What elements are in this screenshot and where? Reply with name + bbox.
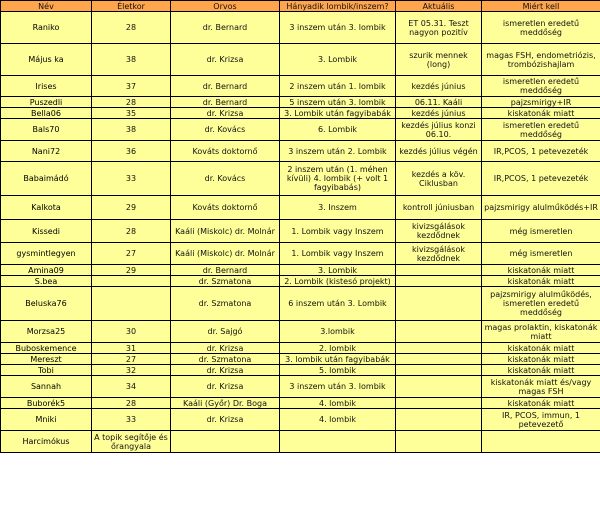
cell-orvos: dr. Bernard — [171, 97, 280, 108]
cell-nev: Tobi — [1, 365, 92, 376]
cell-eletkor — [92, 276, 171, 287]
table-row — [1, 321, 600, 343]
cell-orvos: dr. Krizsa — [171, 343, 280, 354]
cell-orvos: Kováts doktornő — [171, 196, 280, 220]
cell-aktualis: kezdés július végén — [396, 141, 482, 162]
cell-aktualis: kezdés június — [396, 108, 482, 119]
cell-orvos — [171, 431, 280, 453]
header-aktualis: Aktuális — [396, 1, 482, 12]
table-row — [1, 276, 600, 287]
cell-orvos: dr. Szmatona — [171, 354, 280, 365]
cell-lombik: 4. lombik — [280, 398, 396, 409]
cell-aktualis — [396, 343, 482, 354]
cell-aktualis — [396, 276, 482, 287]
cell-lombik: 3. Lombik — [280, 265, 396, 276]
cell-orvos: dr. Krizsa — [171, 44, 280, 76]
cell-miert: még ismeretlen — [482, 243, 600, 265]
table-row — [1, 76, 600, 97]
cell-lombik: 5. lombik — [280, 365, 396, 376]
cell-nev: Raniko — [1, 12, 92, 44]
cell-nev: Sannah — [1, 376, 92, 398]
cell-nev: gysmintlegyen — [1, 243, 92, 265]
cell-orvos: dr. Krizsa — [171, 108, 280, 119]
cell-nev: Kissedi — [1, 220, 92, 243]
cell-eletkor: 38 — [92, 44, 171, 76]
cell-nev: S.bea — [1, 276, 92, 287]
cell-orvos: dr. Krizsa — [171, 376, 280, 398]
header-eletkor: Életkor — [92, 1, 171, 12]
cell-eletkor: 38 — [92, 119, 171, 141]
cell-lombik: 4. lombik — [280, 409, 396, 431]
table-row — [1, 141, 600, 162]
cell-lombik: 6. Lombik — [280, 119, 396, 141]
cell-eletkor: 29 — [92, 196, 171, 220]
cell-miert: pajzsmirigy alulműködés, ismeretlen eredetű meddőség — [482, 287, 600, 321]
cell-miert: magas FSH, endometriózis, trombózishajlam — [482, 44, 600, 76]
cell-aktualis — [396, 376, 482, 398]
table-row — [1, 196, 600, 220]
table-row — [1, 12, 600, 44]
cell-lombik: 3. lombik után fagyibabák — [280, 354, 396, 365]
cell-aktualis: kivizsgálások kezdődnek — [396, 220, 482, 243]
table-row — [1, 119, 600, 141]
cell-nev: Buborék5 — [1, 398, 92, 409]
cell-aktualis — [396, 287, 482, 321]
cell-orvos: Kaáli (Miskolc) dr. Molnár — [171, 220, 280, 243]
cell-eletkor: 33 — [92, 409, 171, 431]
cell-miert: ismeretlen eredetű meddőség — [482, 119, 600, 141]
cell-lombik: 1. Lombik vagy Inszem — [280, 243, 396, 265]
table-row — [1, 376, 600, 398]
cell-miert: pajzsmirigy alulműködés+IR — [482, 196, 600, 220]
table-row — [1, 162, 600, 196]
cell-orvos: Kováts doktornő — [171, 141, 280, 162]
cell-aktualis — [396, 265, 482, 276]
cell-nev: Buboskemence — [1, 343, 92, 354]
cell-miert: ismeretlen eredetű meddőség — [482, 76, 600, 97]
table-row — [1, 108, 600, 119]
cell-aktualis: 06.11. Kaáli — [396, 97, 482, 108]
cell-eletkor: 33 — [92, 162, 171, 196]
cell-lombik: 5 inszem után 3. lombik — [280, 97, 396, 108]
cell-miert: IR,PCOS, 1 petevezeték — [482, 141, 600, 162]
cell-nev: Mereszt — [1, 354, 92, 365]
cell-nev: Mniki — [1, 409, 92, 431]
cell-miert: kiskatonák miatt — [482, 265, 600, 276]
cell-eletkor: 36 — [92, 141, 171, 162]
cell-lombik: 3 inszem után 3. lombik — [280, 376, 396, 398]
cell-lombik: 3.lombik — [280, 321, 396, 343]
cell-aktualis: ET 05.31. Teszt nagyon pozitív — [396, 12, 482, 44]
header-miert: Miért kell — [482, 1, 600, 12]
cell-orvos: dr. Krizsa — [171, 409, 280, 431]
cell-lombik: 3 inszem után 2. Lombik — [280, 141, 396, 162]
cell-lombik: 1. Lombik vagy Inszem — [280, 220, 396, 243]
cell-lombik: 2 inszem után 1. lombik — [280, 76, 396, 97]
cell-aktualis — [396, 409, 482, 431]
cell-nev: Beluska76 — [1, 287, 92, 321]
cell-eletkor — [92, 287, 171, 321]
cell-lombik: 6 inszem után 3. Lombik — [280, 287, 396, 321]
cell-nev: Puszedli — [1, 97, 92, 108]
cell-aktualis: kezdés június — [396, 76, 482, 97]
table-row — [1, 44, 600, 76]
cell-eletkor: 30 — [92, 321, 171, 343]
table-row — [1, 409, 600, 431]
cell-aktualis — [396, 398, 482, 409]
cell-aktualis — [396, 321, 482, 343]
cell-miert: kiskatonák miatt — [482, 108, 600, 119]
table-row — [1, 220, 600, 243]
cell-aktualis: kontroll júniusban — [396, 196, 482, 220]
cell-aktualis — [396, 354, 482, 365]
table-row — [1, 398, 600, 409]
table-row — [1, 354, 600, 365]
cell-eletkor: 37 — [92, 76, 171, 97]
cell-eletkor: 32 — [92, 365, 171, 376]
cell-miert: még ismeretlen — [482, 220, 600, 243]
cell-nev: Bella06 — [1, 108, 92, 119]
cell-eletkor: 28 — [92, 220, 171, 243]
cell-lombik: 2. lombik — [280, 343, 396, 354]
cell-eletkor: 31 — [92, 343, 171, 354]
cell-miert: kiskatonák miatt és/vagy magas FSH — [482, 376, 600, 398]
cell-eletkor: 35 — [92, 108, 171, 119]
cell-orvos: dr. Szmatona — [171, 287, 280, 321]
cell-orvos: dr. Krizsa — [171, 365, 280, 376]
cell-eletkor: 28 — [92, 97, 171, 108]
cell-nev: Babaimádó — [1, 162, 92, 196]
cell-orvos: dr. Sajgó — [171, 321, 280, 343]
cell-miert: kiskatonák miatt — [482, 365, 600, 376]
cell-orvos: Kaáli (Miskolc) dr. Molnár — [171, 243, 280, 265]
header-lombik: Hányadik lombik/inszem? — [280, 1, 396, 12]
table-row — [1, 431, 600, 453]
table-row — [1, 97, 600, 108]
cell-orvos: dr. Bernard — [171, 12, 280, 44]
table-row — [1, 287, 600, 321]
cell-eletkor: 29 — [92, 265, 171, 276]
cell-nev: Irises — [1, 76, 92, 97]
cell-miert: IR, PCOS, immun, 1 petevezető — [482, 409, 600, 431]
cell-miert: kiskatonák miatt — [482, 343, 600, 354]
cell-nev: Morzsa25 — [1, 321, 92, 343]
cell-eletkor: 27 — [92, 354, 171, 365]
cell-miert: kiskatonák miatt — [482, 398, 600, 409]
cell-lombik: 3. Lombik után fagyibabák — [280, 108, 396, 119]
table-row — [1, 343, 600, 354]
cell-miert: pajzsmirigy+IR — [482, 97, 600, 108]
cell-nev: Kalkota — [1, 196, 92, 220]
table-row — [1, 265, 600, 276]
cell-nev: Május ka — [1, 44, 92, 76]
cell-orvos: dr. Szmatona — [171, 276, 280, 287]
cell-orvos: dr. Bernard — [171, 76, 280, 97]
cell-nev: Amina09 — [1, 265, 92, 276]
cell-eletkor: 34 — [92, 376, 171, 398]
cell-miert: magas prolaktin, kiskatonák miatt — [482, 321, 600, 343]
cell-lombik: 2 inszem után (1. méhen kívüli) 4. lombik (+ volt 1 fagyibabás) — [280, 162, 396, 196]
cell-aktualis: szurik mennek (long) — [396, 44, 482, 76]
cell-miert: IR,PCOS, 1 petevezeték — [482, 162, 600, 196]
table-body — [1, 12, 600, 453]
cell-aktualis — [396, 431, 482, 453]
cell-miert: kiskatonák miatt — [482, 354, 600, 365]
cell-nev: Harcimókus — [1, 431, 92, 453]
cell-eletkor: 28 — [92, 12, 171, 44]
cell-eletkor: A topik segítője és őrangyala — [92, 431, 171, 453]
cell-eletkor: 27 — [92, 243, 171, 265]
cell-aktualis: kivizsgálások kezdődnek — [396, 243, 482, 265]
cell-lombik: 3. Lombik — [280, 44, 396, 76]
header-row — [1, 1, 600, 12]
cell-lombik: 3. Inszem — [280, 196, 396, 220]
cell-aktualis: kezdés július konzi 06.10. — [396, 119, 482, 141]
cell-orvos: dr. Bernard — [171, 265, 280, 276]
cell-nev: Bals70 — [1, 119, 92, 141]
table-row — [1, 243, 600, 265]
header-orvos: Orvos — [171, 1, 280, 12]
table-row — [1, 365, 600, 376]
cell-aktualis — [396, 365, 482, 376]
cell-lombik — [280, 431, 396, 453]
cell-miert — [482, 431, 600, 453]
cell-orvos: dr. Kovács — [171, 119, 280, 141]
cell-lombik: 3 inszem után 3. lombik — [280, 12, 396, 44]
cell-eletkor: 28 — [92, 398, 171, 409]
cell-miert: ismeretlen eredetű meddőség — [482, 12, 600, 44]
cell-aktualis: kezdés a köv. Ciklusban — [396, 162, 482, 196]
cell-orvos: dr. Kovács — [171, 162, 280, 196]
header-nev: Név — [1, 1, 92, 12]
cell-nev: Nani72 — [1, 141, 92, 162]
cell-miert: kiskatonák miatt — [482, 276, 600, 287]
cell-orvos: Kaáli (Győr) Dr. Boga — [171, 398, 280, 409]
cell-lombik: 2. Lombik (kistesó projekt) — [280, 276, 396, 287]
